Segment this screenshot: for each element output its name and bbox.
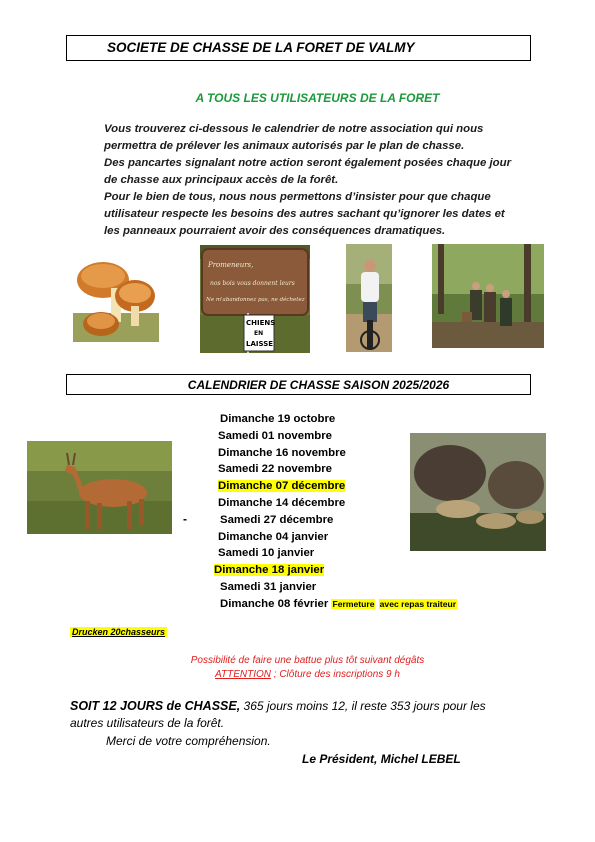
sign-photo: [200, 245, 310, 353]
thanks-text: Merci de votre compréhension.: [106, 734, 271, 748]
hunting-date-text: Dimanche 16 novembre: [218, 446, 346, 459]
notice-line-2-rest: ; Clôture des inscriptions 9 h: [270, 669, 400, 680]
hunting-date: [212, 478, 542, 495]
hunting-date-text: Dimanche 14 décembre: [218, 496, 346, 509]
hunting-date: [212, 428, 542, 445]
sign-line-1: Promeneurs,: [208, 261, 254, 269]
cyclist-photo: [346, 244, 392, 352]
summary-bold: SOIT 12 JOURS de CHASSE,: [70, 699, 241, 713]
hunting-date: [212, 411, 542, 428]
drucken-label: Drucken 20chasseurs: [72, 627, 166, 637]
hunting-date-text: Dimanche 18 janvier: [214, 564, 325, 577]
hunting-date-text: Dimanche 04 janvier: [218, 530, 329, 543]
hunting-date-text: Dimanche 19 octobre: [220, 413, 336, 425]
sign-chiens: CHIENS: [246, 319, 276, 327]
attention-label: ATTENTION: [215, 669, 271, 680]
sign-line-3: Ne m'abandonnez pas, ne déchetez: [206, 297, 305, 303]
subtitle: A TOUS LES UTILISATEURS DE LA FORET: [195, 91, 440, 105]
hunting-date-text: Samedi 22 novembre: [218, 463, 332, 476]
summary: [70, 698, 520, 732]
notice-line-2: [20, 668, 595, 682]
dinner-note: avec repas traiteur: [379, 598, 457, 609]
intro-paragraph-2: Des pancartes signalant notre action seront également posées chaque jour de chasse aux principaux accès de la forêt.: [104, 157, 512, 186]
hunting-dates-list: [212, 411, 542, 613]
sign-graphic: [200, 245, 310, 353]
intro-paragraph-3: Pour le bien de tous, nous nous permettons d’insister pour que chaque utilisateur respecte les besoins des autres sachant qu’ignorer les dates et les panneaux pourraient avoir des conséquences dramatiques.: [104, 191, 505, 237]
hunting-date-text: Samedi 27 décembre: [220, 513, 334, 526]
hunting-date-text: Samedi 31 janvier: [220, 580, 317, 593]
sign-en: EN: [254, 330, 264, 337]
intro-text: [104, 121, 514, 240]
intro-paragraph-1: Vous trouverez ci-dessous le calendrier de notre association qui nous permettra de prélever les animaux autorisés par le plan de chasse.: [104, 123, 484, 152]
hunting-date: [212, 495, 542, 512]
signature: Le Président, Michel LEBEL: [302, 752, 461, 766]
summary-rest: 365 jours moins 12, il reste 353 jours pour les autres utilisateurs de la forêt.: [70, 699, 486, 730]
notice-line-1: Possibilité de faire une battue plus tôt suivant dégâts: [190, 655, 425, 666]
hunting-date: [212, 529, 542, 546]
deer-photo: [27, 441, 172, 534]
association-title: SOCIETE DE CHASSE DE LA FORET DE VALMY: [107, 40, 415, 55]
notice: [0, 654, 595, 682]
hunters-photo: [432, 244, 544, 348]
closing-note: Fermeture: [332, 598, 375, 609]
association-title-box: [66, 35, 531, 61]
hunting-date: [212, 579, 542, 596]
hunting-date: [212, 512, 542, 529]
hunting-date: [212, 461, 542, 478]
hunting-date-text: Samedi 10 janvier: [218, 547, 315, 560]
calendar-title-box: [66, 374, 531, 395]
sign-laisse: LAISSE: [246, 340, 274, 348]
hunting-date-text: Dimanche 07 décembre: [218, 480, 346, 493]
mushrooms-photo: [73, 258, 159, 342]
dash-mark: -: [183, 512, 187, 526]
hunting-date: [212, 596, 542, 613]
calendar-title: CALENDRIER DE CHASSE SAISON 2025/2026: [187, 378, 450, 392]
hunting-date: [212, 445, 542, 462]
hunting-date: [212, 545, 542, 562]
hunting-date-text: Samedi 01 novembre: [218, 429, 332, 442]
hunting-date: [212, 562, 542, 579]
sign-line-2: nos bois vous donnent leurs: [210, 280, 295, 287]
hunting-date-text: Dimanche 08 février: [220, 597, 329, 610]
